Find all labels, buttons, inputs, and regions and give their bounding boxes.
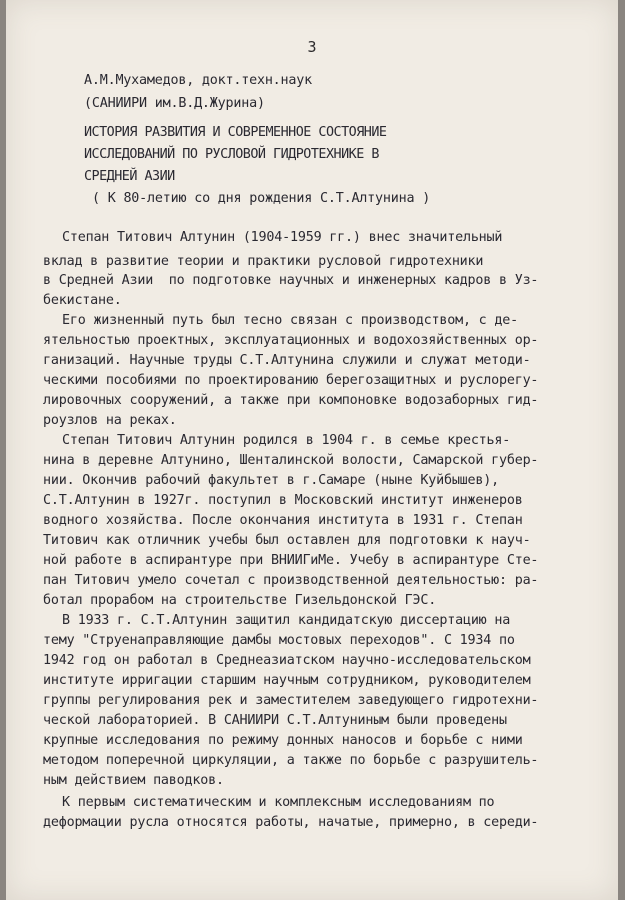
affiliation-line: (САНИИРИ им.В.Д.Журина) — [84, 96, 265, 111]
body-line: Его жизненный путь был тесно связан с производством, с де- — [62, 313, 518, 328]
body-line: С.Т.Алтунин в 1927г. поступил в Московский институт инженеров — [43, 493, 523, 508]
body-line: роузлов на реках. — [43, 413, 177, 428]
body-line: пан Титович умело сочетал с производственной деятельностью: ра- — [43, 573, 539, 588]
body-line: ческими пособиями по проектированию берегозащитных и руслорегу- — [43, 373, 539, 388]
subtitle-line: ( К 80-летию со дня рождения С.Т.Алтунина ) — [92, 191, 431, 206]
body-line: лировочных сооружений, а также при компоновке водозаборных гид- — [43, 393, 539, 408]
title-line: ИССЛЕДОВАНИЙ ПО РУСЛОВОЙ ГИДРОТЕХНИКЕ В — [84, 147, 379, 162]
body-line: институте ирригации старшим научным сотрудником, руководителем — [43, 673, 531, 688]
body-line: В 1933 г. С.Т.Алтунин защитил кандидатскую диссертацию на — [62, 613, 511, 628]
body-line: ботал прорабом на строительстве Гизельдонской ГЭС. — [43, 593, 437, 608]
body-line: тему "Струенаправляющие дамбы мостовых переходов". С 1934 по — [43, 633, 515, 648]
body-line: ятельностью проектных, эксплуатационных и водохозяйственных ор- — [43, 333, 539, 348]
body-line: ной работе в аспирантуре при ВНИИГиМе. Учебу в аспирантуре Сте- — [43, 553, 539, 568]
body-line: бекистане. — [43, 293, 122, 308]
body-line: ным действием паводков. — [43, 773, 224, 788]
body-line: водного хозяйства. После окончания института в 1931 г. Степан — [43, 513, 523, 528]
title-line: СРЕДНЕЙ АЗИИ — [84, 169, 175, 184]
body-line: вклад в развитие теории и практики русловой гидротехники — [43, 254, 484, 269]
body-line: К первым систематическим и комплексным исследованиям по — [62, 795, 495, 810]
body-line: нина в деревне Алтунино, Шенталинской волости, Самарской губер- — [43, 453, 539, 468]
body-line: 1942 год он работал в Среднеазиатском научно-исследовательском — [43, 653, 531, 668]
title-line: ИСТОРИЯ РАЗВИТИЯ И СОВРЕМЕННОЕ СОСТОЯНИЕ — [84, 125, 387, 140]
author-line: А.М.Мухамедов, докт.техн.наук — [84, 73, 312, 88]
body-line: методом поперечной циркуляции, а также по борьбе с разрушитель- — [43, 753, 539, 768]
body-line: Титович как отличник учебы был оставлен для подготовки к науч- — [43, 533, 531, 548]
body-line: группы регулирования рек и заместителем заведующего гидротехни- — [43, 693, 539, 708]
body-line: ганизаций. Научные труды С.Т.Алтунина служили и служат методи- — [43, 353, 531, 368]
page-number: 3 — [307, 38, 317, 56]
body-line: в Средней Азии по подготовке научных и инженерных кадров в Уз- — [43, 273, 539, 288]
body-line: деформации русла относятся работы, начатые, примерно, в середи- — [43, 815, 539, 830]
body-line: Степан Титович Алтунин родился в 1904 г. в семье крестья- — [62, 433, 511, 448]
body-line: нии. Окончив рабочий факультет в г.Самаре (ныне Куйбышев), — [43, 473, 499, 488]
document-page — [6, 0, 618, 900]
body-line: ческой лабораторией. В САНИИРИ С.Т.Алтуниным были проведены — [43, 713, 507, 728]
body-line: Степан Титович Алтунин (1904-1959 гг.) внес значительный — [62, 230, 503, 245]
body-line: крупные исследования по режиму донных наносов и борьбе с ними — [43, 733, 523, 748]
